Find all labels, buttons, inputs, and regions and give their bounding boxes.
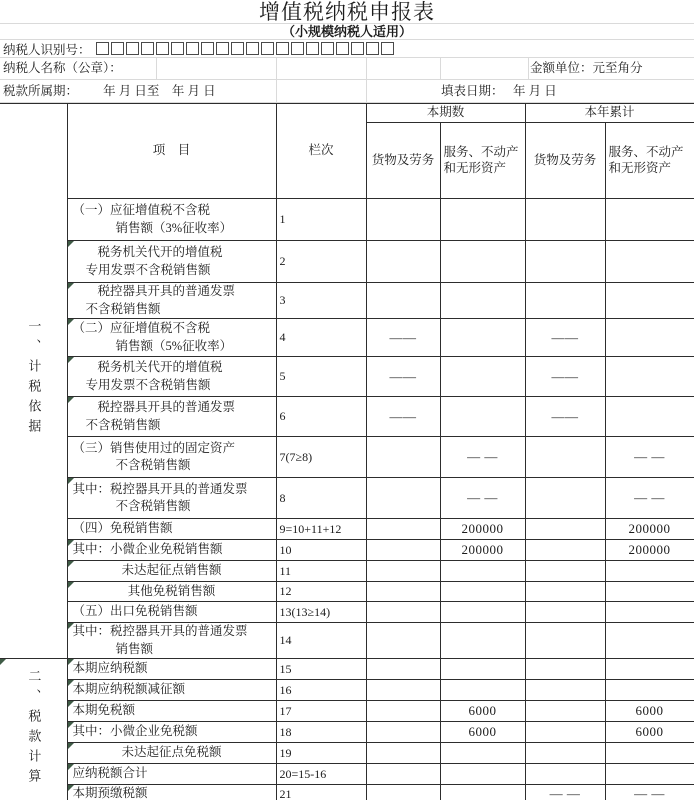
value-cell[interactable] [525,764,605,785]
value-cell[interactable] [525,519,605,540]
taxpayer-id-row [0,40,694,58]
value-cell[interactable] [366,701,440,722]
cell-flag-icon [68,623,74,629]
value-cell[interactable] [440,785,525,800]
value-cell[interactable] [525,680,605,701]
id-box[interactable] [306,42,319,55]
item-label-line: （三）销售使用过的固定资产 [72,440,236,455]
tax-period-row [0,80,694,103]
col-header-services-current: 服务、不动产和无形资产 [440,123,525,199]
item-label-line: 本期应纳税额减征额 [72,682,186,697]
id-box[interactable] [291,42,304,55]
gridline [528,58,529,79]
value-cell[interactable] [605,199,694,241]
table-row [0,519,694,540]
section-label: 一、计税依据 [26,318,42,439]
value-cell[interactable]: 6000 [440,722,525,743]
item-label-line: （四）免税销售额 [72,521,173,536]
table-row [0,785,694,800]
value-cell[interactable] [525,743,605,764]
value-cell[interactable] [366,478,440,519]
table-row [0,722,694,743]
column-number-cell: 8 [276,478,366,519]
item-label-line: 销售额 [115,641,154,656]
value-cell[interactable] [525,437,605,478]
table-row [0,283,694,319]
item-label-line: 其他免税销售额 [127,583,216,598]
value-cell[interactable]: — — [440,478,525,519]
cell-flag-icon [68,319,74,325]
item-label-line: （二）应征增值税不含税 [72,321,211,335]
cell-flag-icon [68,561,74,567]
item-label-line: （五）出口免税销售额 [72,604,198,619]
value-cell[interactable] [440,397,525,437]
item-label-line: 其中：小微企业免税额 [72,724,198,739]
cell-flag-icon [68,283,74,289]
id-box[interactable] [96,42,109,55]
item-label-line: （一）应征增值税不含税 [72,203,211,217]
item-label-line: 未达起征点免税额 [121,745,222,760]
id-box[interactable] [126,42,139,55]
id-box[interactable] [351,42,364,55]
value-cell[interactable] [366,241,440,283]
cell-flag-icon [68,659,74,665]
item-label-line: 税务机关代开的增值税 [97,360,223,374]
gridline [276,58,277,79]
value-cell[interactable] [525,241,605,283]
value-cell[interactable]: —— [366,357,440,397]
table-row [0,659,694,680]
column-number-cell: 6 [276,397,366,437]
value-cell[interactable]: —— [525,397,605,437]
value-cell[interactable]: 6000 [440,701,525,722]
item-label-cell [67,519,276,540]
taxpayer-name-field[interactable] [140,58,527,79]
tax-period-value[interactable]: 年 月 日至 年 月 日 [103,84,216,98]
item-label-cell [67,680,276,701]
value-cell[interactable] [605,764,694,785]
table-header-row-1 [0,104,694,123]
column-number-cell: 1 [276,199,366,241]
id-box[interactable] [366,42,379,55]
value-cell[interactable] [366,283,440,319]
value-cell[interactable] [366,623,440,659]
cell-flag-icon [68,701,74,707]
table-row [0,701,694,722]
table-row [0,540,694,561]
cell-flag-icon [68,722,74,728]
tax-period-label: 税款所属期： [3,84,79,98]
value-cell[interactable]: — — [440,437,525,478]
id-box[interactable] [216,42,229,55]
id-box[interactable] [141,42,154,55]
section-label: 二、税款计算 [26,669,42,789]
id-box[interactable] [321,42,334,55]
item-label-cell [67,659,276,680]
item-label-cell [67,701,276,722]
value-cell[interactable] [605,561,694,582]
item-label-line: 专用发票不含税销售额 [85,377,211,392]
item-label-line: 不含税销售额 [85,301,161,316]
id-box[interactable] [231,42,244,55]
cell-flag-icon [68,743,74,749]
cell-flag-icon [68,785,74,791]
cell-flag-icon [68,357,74,363]
value-cell[interactable] [440,283,525,319]
value-cell[interactable]: —— [366,397,440,437]
id-box[interactable] [156,42,169,55]
value-cell[interactable] [440,582,525,602]
column-number-cell: 4 [276,319,366,357]
id-box[interactable] [336,42,349,55]
cell-flag-icon [68,478,74,484]
table-row [0,623,694,659]
value-cell[interactable] [605,582,694,602]
column-number-cell: 7(7≥8) [276,437,366,478]
column-number-cell: 16 [276,680,366,701]
value-cell[interactable] [366,659,440,680]
cell-flag-icon [68,680,74,686]
value-cell[interactable] [366,743,440,764]
cell-flag-icon [68,764,74,770]
column-number-cell: 2 [276,241,366,283]
value-cell[interactable] [605,319,694,357]
column-number-cell: 9=10+11+12 [276,519,366,540]
fill-date-label: 填表日期： [441,84,504,98]
item-label-cell [67,241,276,283]
item-label-cell [67,283,276,319]
cell-flag-icon [68,241,74,247]
cell-flag-icon [68,397,74,403]
column-number-cell: 20=15-16 [276,764,366,785]
column-number-cell: 13(13≥14) [276,602,366,623]
item-label-line: 本期预缴税额 [72,786,148,800]
table-body [0,104,694,800]
gridline [440,58,441,79]
value-cell[interactable] [366,540,440,561]
value-cell[interactable] [366,582,440,602]
section-cell-tax-calc [0,659,67,800]
value-cell[interactable] [605,659,694,680]
form-subtitle: （小规模纳税人适用） [0,24,694,40]
id-box[interactable] [171,42,184,55]
column-number-cell: 15 [276,659,366,680]
table-row [0,241,694,283]
taxpayer-name-row [0,58,694,80]
value-cell[interactable]: 6000 [605,722,694,743]
item-label-line: 本期应纳税额 [72,661,148,676]
item-label-cell [67,561,276,582]
value-cell[interactable]: 6000 [605,701,694,722]
gridline [276,80,277,102]
item-label-cell [67,357,276,397]
value-cell[interactable] [605,623,694,659]
item-label-line: 其中：税控器具开具的普通发票 [72,481,248,496]
column-number-cell: 10 [276,540,366,561]
column-number-cell: 18 [276,722,366,743]
amount-unit-label: 金额单位：元至角分 [530,61,643,75]
value-cell[interactable]: —— [525,319,605,357]
item-label-cell [67,199,276,241]
id-box[interactable] [246,42,259,55]
gridline [156,58,157,79]
col-header-year-to-date: 本年累计 [525,104,694,123]
taxpayer-id-label: 纳税人识别号： [3,42,91,57]
value-cell[interactable]: 200000 [605,540,694,561]
item-label-line: 销售额（5%征收率） [115,338,233,353]
table-row [0,437,694,478]
column-number-cell: 19 [276,743,366,764]
cell-flag-icon [68,582,74,588]
table-row [0,602,694,623]
value-cell[interactable] [525,478,605,519]
value-cell[interactable] [605,357,694,397]
item-label-cell [67,319,276,357]
gridline [366,58,367,79]
col-header-goods-ytd: 货物及劳务 [525,123,605,199]
item-label-line: 未达起征点销售额 [121,563,222,578]
value-cell[interactable]: — — [605,785,694,800]
value-cell[interactable] [525,582,605,602]
col-header-services-ytd: 服务、不动产和无形资产 [605,123,694,199]
form-title: 增值税纳税申报表 [0,0,694,24]
value-cell[interactable] [366,561,440,582]
value-cell[interactable] [440,743,525,764]
value-cell[interactable] [440,319,525,357]
item-label-line: 其中：税控器具开具的普通发票 [72,624,248,638]
cell-flag-icon [0,659,6,665]
id-box[interactable] [276,42,289,55]
value-cell[interactable]: 200000 [440,540,525,561]
value-cell[interactable] [366,764,440,785]
value-cell[interactable] [440,764,525,785]
item-label-cell [67,540,276,561]
column-number-cell: 12 [276,582,366,602]
table-row [0,561,694,582]
value-cell[interactable] [525,540,605,561]
value-cell[interactable]: —— [366,319,440,357]
value-cell[interactable] [605,241,694,283]
id-box[interactable] [261,42,274,55]
column-number-cell: 21 [276,785,366,800]
item-label-line: 不含税销售额 [115,458,191,472]
value-cell[interactable] [440,602,525,623]
value-cell[interactable] [366,785,440,800]
value-cell[interactable] [366,722,440,743]
item-label-line: 税务机关代开的增值税 [97,245,223,259]
value-cell[interactable] [440,623,525,659]
value-cell[interactable] [605,283,694,319]
value-cell[interactable] [366,199,440,241]
table-row [0,478,694,519]
column-number-cell: 17 [276,701,366,722]
item-label-line: 销售额（3%征收率） [115,220,233,235]
column-number-cell: 11 [276,561,366,582]
value-cell[interactable] [440,199,525,241]
id-box[interactable] [201,42,214,55]
section-cell-tax-basis [0,104,67,659]
table-row [0,397,694,437]
item-label-cell [67,478,276,519]
item-label-cell [67,397,276,437]
value-cell[interactable] [525,602,605,623]
column-number-cell: 5 [276,357,366,397]
value-cell[interactable] [366,680,440,701]
value-cell[interactable] [525,283,605,319]
col-header-current-period: 本期数 [366,104,525,123]
item-label-cell [67,764,276,785]
item-label-cell [67,582,276,602]
cell-flag-icon [68,540,74,546]
column-number-cell: 3 [276,283,366,319]
table-row [0,199,694,241]
table-row [0,582,694,602]
id-box[interactable] [186,42,199,55]
col-header-column-no: 栏次 [276,104,366,199]
item-label-line: 税控器具开具的普通发票 [97,284,236,298]
gridline [366,80,367,102]
table-row [0,680,694,701]
value-cell[interactable] [440,561,525,582]
value-cell[interactable] [525,623,605,659]
value-cell[interactable] [440,659,525,680]
id-box[interactable] [381,42,394,55]
item-label-line: 本期免税额 [72,703,136,718]
value-cell[interactable]: 200000 [440,519,525,540]
value-cell[interactable] [440,357,525,397]
table-row [0,319,694,357]
value-cell[interactable] [440,241,525,283]
taxpayer-name-label: 纳税人名称（公章）： [3,61,122,75]
value-cell[interactable] [525,701,605,722]
item-label-cell [67,722,276,743]
item-label-cell [67,602,276,623]
col-header-item: 项 目 [67,104,276,199]
item-label-line: 专用发票不含税销售额 [85,262,211,277]
value-cell[interactable] [605,680,694,701]
item-label-cell [67,785,276,800]
taxpayer-id-boxes[interactable] [96,42,394,55]
value-cell[interactable] [366,437,440,478]
value-cell[interactable] [525,659,605,680]
table-row [0,357,694,397]
col-header-goods-current: 货物及劳务 [366,123,440,199]
table-row [0,764,694,785]
value-cell[interactable] [525,199,605,241]
value-cell[interactable] [605,602,694,623]
value-cell[interactable]: —— [525,357,605,397]
value-cell[interactable]: — — [605,478,694,519]
item-label-line: 不含税销售额 [85,417,161,432]
table-row [0,743,694,764]
return-table [0,103,694,800]
value-cell[interactable]: — — [605,437,694,478]
value-cell[interactable] [440,680,525,701]
value-cell[interactable] [605,397,694,437]
item-label-line: 不含税销售额 [115,499,191,513]
id-box[interactable] [111,42,124,55]
item-label-cell [67,437,276,478]
value-cell[interactable]: — — [525,785,605,800]
value-cell[interactable] [366,519,440,540]
fill-date-value[interactable]: 年 月 日 [513,84,557,98]
item-label-line: 应纳税额合计 [72,766,148,781]
value-cell[interactable] [525,561,605,582]
value-cell[interactable] [525,722,605,743]
item-label-line: 其中：小微企业免税销售额 [72,542,223,557]
item-label-line: 税控器具开具的普通发票 [97,400,236,414]
item-label-cell [67,623,276,659]
column-number-cell: 14 [276,623,366,659]
value-cell[interactable]: 200000 [605,519,694,540]
value-cell[interactable] [366,602,440,623]
value-cell[interactable] [605,743,694,764]
item-label-cell [67,743,276,764]
